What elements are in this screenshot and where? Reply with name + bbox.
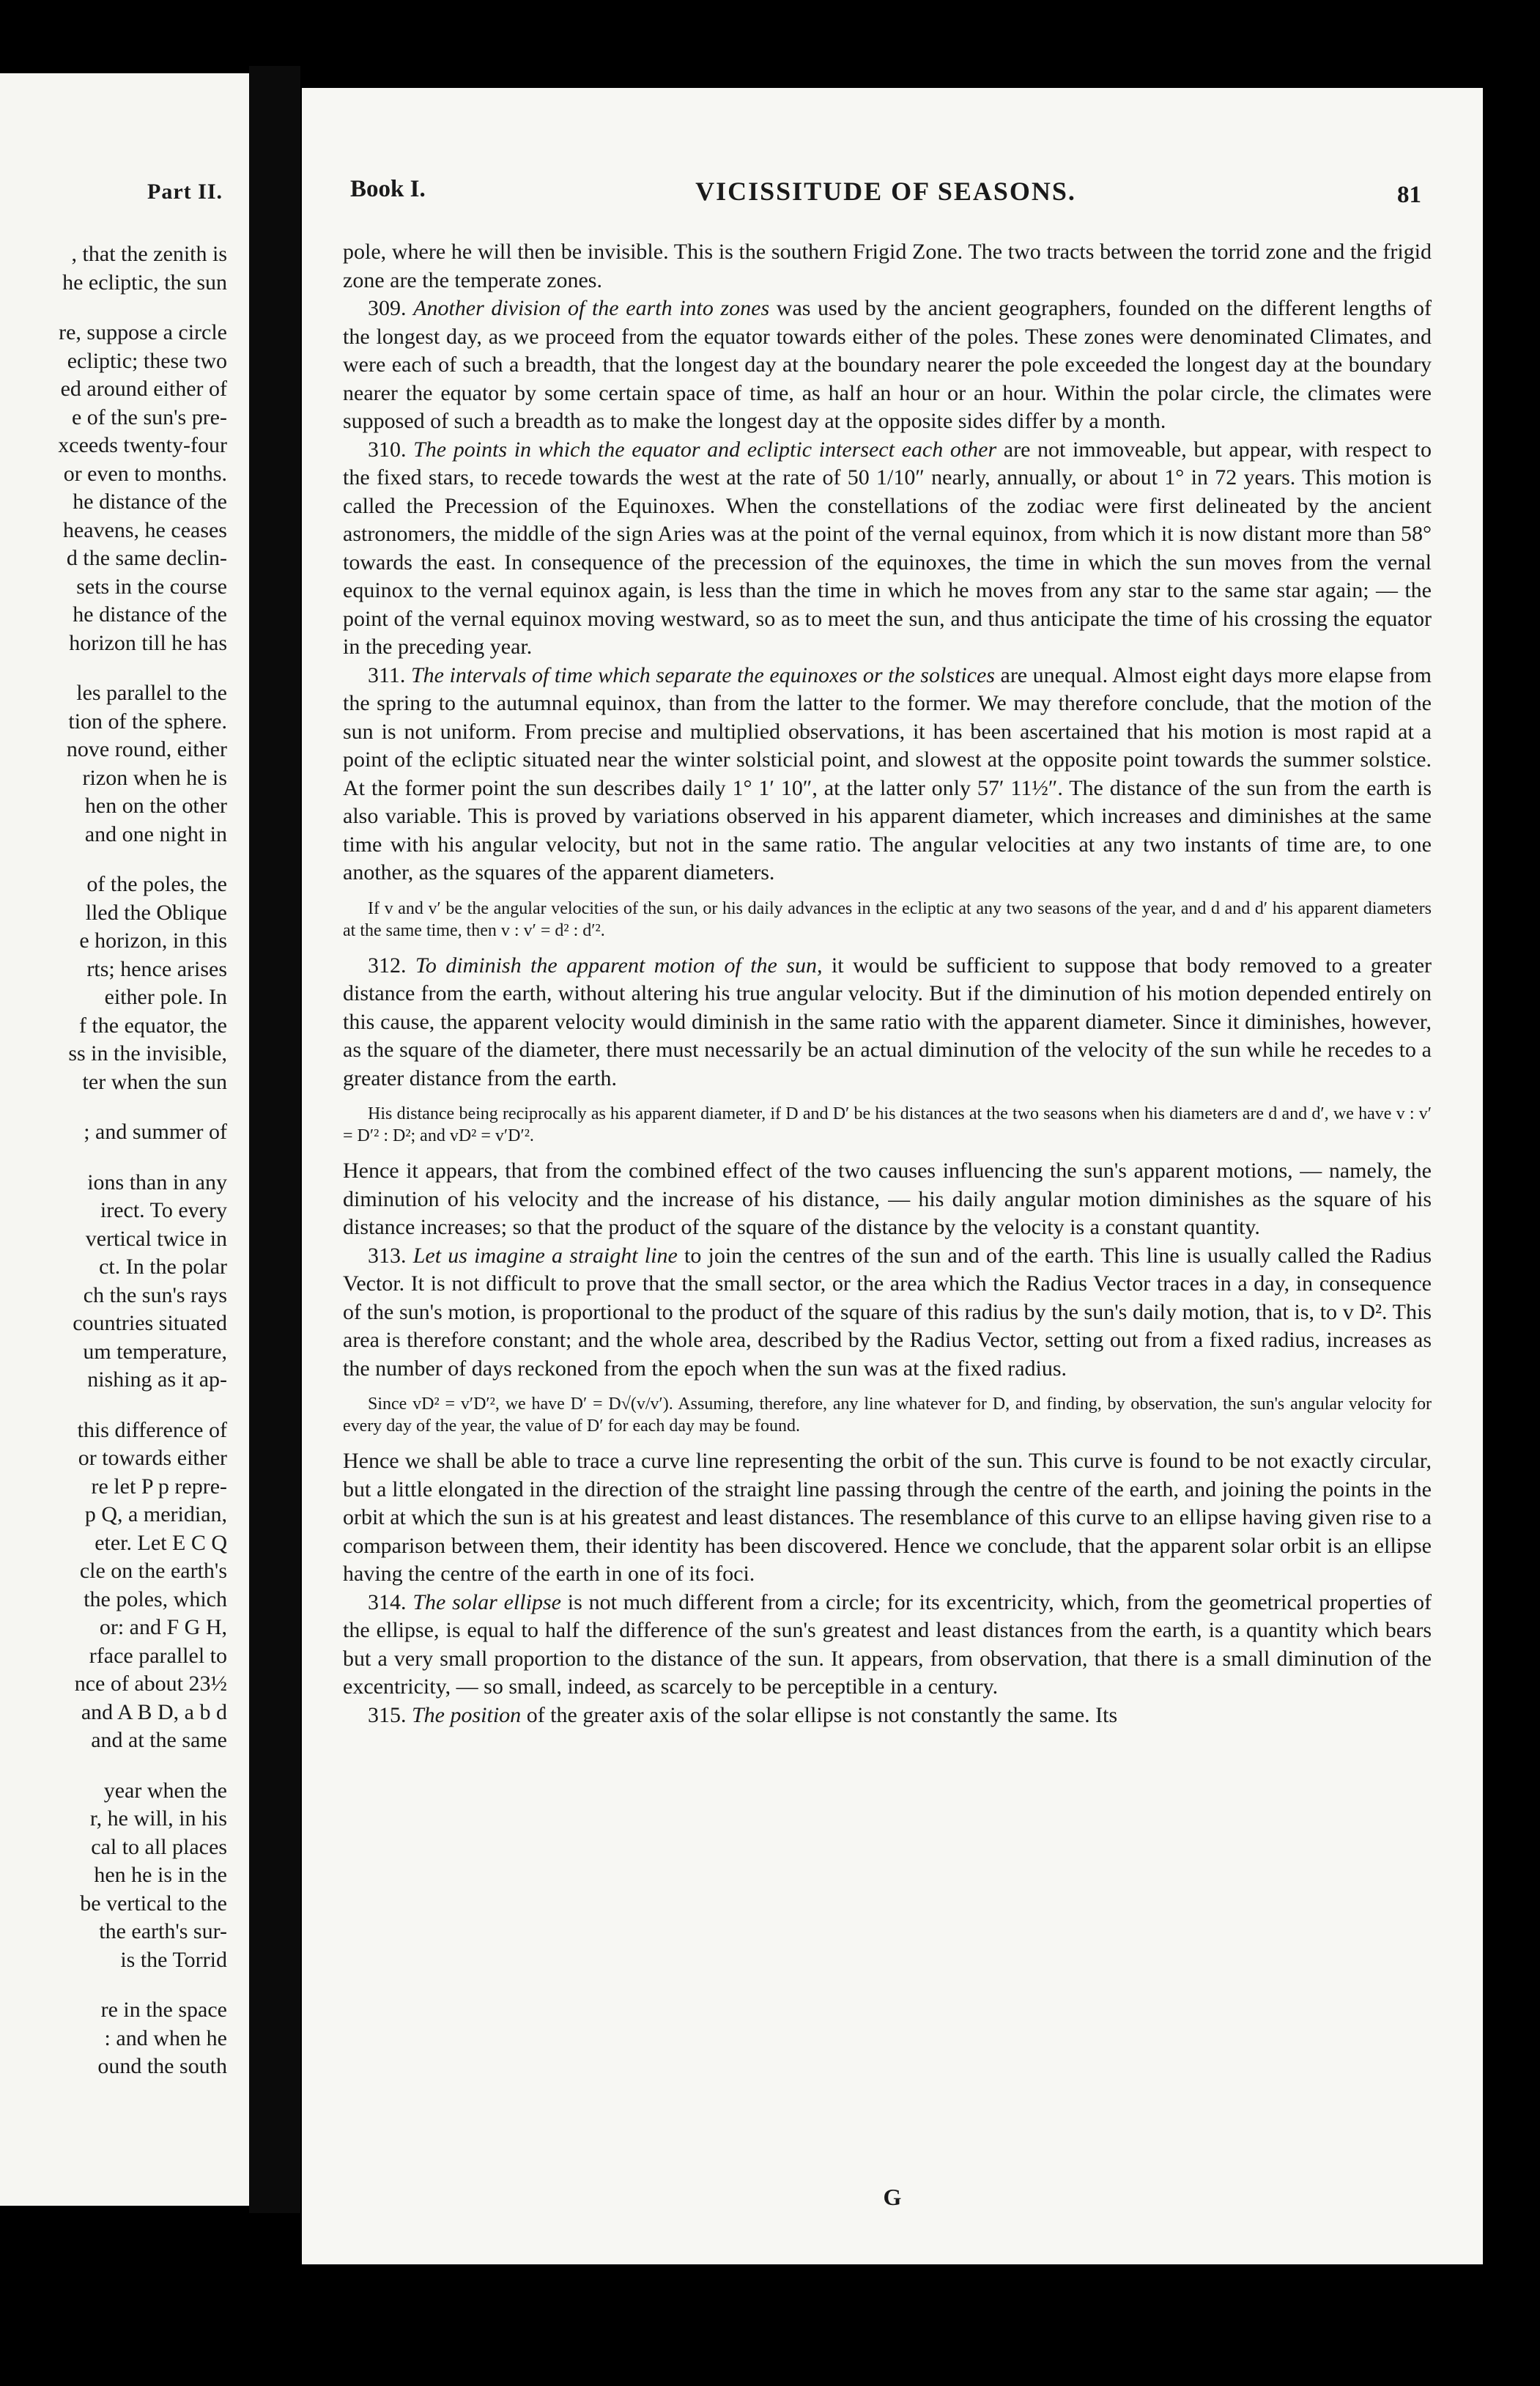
note-311: If v and v′ be the angular velocities of the sun, or his daily advances in the ecliptic at any two seasons of the year, and d and d′ his apparent diameters at the same time, then v : v′ = d² : d′². [343, 898, 1432, 940]
left-text-line: e of the sun's pre- [71, 405, 227, 429]
section-text: to join the centres of the sun and of the earth. This line is usually called the Radius Vector. It is not difficult to prove that the small sector, or the area which the Radius Vector traces in a day, in consequence of the sun's motion, is proportional to the product of the square of this radius by the sun's daily motion, that is, to v D². This area is therefore constant; and the whole area, described by the Radius Vector, setting out from a fixed radius, increases as the number of days reckoned from the epoch when the sun was at the fixed radius. [343, 1243, 1432, 1381]
left-text-line: and A B D, a b d [81, 1699, 227, 1724]
left-text-line: countries situated [73, 1311, 227, 1335]
left-text-line: les parallel to the [76, 681, 227, 705]
left-page [0, 73, 249, 2206]
left-text-line: be vertical to the [80, 1891, 227, 1916]
left-text-line: ions than in any [87, 1170, 227, 1194]
left-text-line: rts; hence arises [86, 956, 227, 981]
section-number: 314. [368, 1589, 407, 1614]
book-spine [249, 66, 300, 2213]
paragraph-312 [343, 952, 1432, 1093]
section-lead: Another division of the earth into zones [413, 296, 770, 320]
section-lead: The position [412, 1702, 522, 1727]
left-text-line: hen he is in the [94, 1863, 227, 1887]
section-number: 310. [368, 437, 407, 462]
section-number: 313. [368, 1243, 407, 1268]
left-text-line: ecliptic; these two [67, 348, 227, 373]
left-text-line: the poles, which [84, 1587, 227, 1611]
left-text-line: irect. To every [100, 1198, 227, 1222]
left-text-line: re, suppose a circle [59, 320, 227, 344]
left-text-line: xceeds twenty-four [58, 433, 227, 457]
left-text-line [15, 297, 227, 319]
left-text-line: ter when the sun [82, 1069, 227, 1094]
paragraph-309 [343, 295, 1432, 436]
section-number: 311. [368, 662, 406, 687]
left-text-line: or: and F G H, [99, 1615, 227, 1639]
running-head [350, 176, 1421, 213]
left-text-line: eter. Let E C Q [95, 1530, 227, 1555]
left-text-line: sets in the course [76, 574, 227, 599]
section-lead: The points in which the equator and ecliptic intersect each other [413, 437, 997, 462]
left-text-line: r, he will, in his [89, 1806, 227, 1831]
left-text-line [15, 1395, 227, 1417]
left-text-line: cle on the earth's [79, 1559, 227, 1583]
left-text-line: ed around either of [60, 377, 227, 401]
section-lead: Let us imagine a straight line [412, 1243, 678, 1268]
left-text-line: rface parallel to [89, 1643, 227, 1668]
left-text-line: vertical twice in [85, 1226, 227, 1251]
left-text-line [15, 1096, 227, 1118]
section-text: was used by the ancient geographers, founded on the different lengths of the longest day, as we proceed from the equator towards either of the poles. These zones were denominated Climates, and were each of such a breadth, that the longest day at the boundary nearer the pole exceeded the longest day at the boundary nearer the equator by some certain space of time, as half an hour or an hour. Within the polar circle, the climates were supposed of such a breadth as to make the longest day at the opposite sides differ by a month. [343, 296, 1432, 433]
right-page [302, 88, 1483, 2264]
section-text: is not much different from a circle; for its excentricity, which, from the geometrical properties of the ellipse, is equal to half the difference of the sun's greatest and least distances from the earth, is a quantity which bears but a very small proportion to the distance of the sun. It appears, from observation, that there is a small diminution of the excentricity, — so small, indeed, as scarcely to be perceptible in a century. [343, 1589, 1432, 1699]
left-text-line: e horizon, in this [79, 928, 227, 953]
left-text-line: hen on the other [84, 794, 227, 818]
note-313: Since vD² = v′D′², we have D′ = D√(v/v′). Assuming, therefore, any line whatever for D, and finding, by observation, the sun's angular velocity for every day of the year, the value of D′ for each day may be found. [343, 1395, 1432, 1436]
section-lead: The intervals of time which separate the equinoxes or the solstices [410, 662, 995, 687]
left-text-line: or even to months. [63, 461, 227, 486]
left-page-text [15, 240, 249, 2081]
body-text [343, 238, 1432, 1729]
left-text-line: or towards either [78, 1446, 227, 1470]
left-text-line: f the equator, the [78, 1013, 227, 1038]
section-number: 309. [368, 296, 407, 320]
page-title: VICISSITUDE OF SEASONS. [695, 177, 1076, 206]
left-text-line [15, 849, 227, 871]
left-text-line: ch the sun's rays [83, 1282, 227, 1307]
left-page-header: Part II. [147, 180, 223, 204]
left-text-line: and at the same [91, 1728, 227, 1752]
section-text: are unequal. Almost eight days more elapse from the spring to the autumnal equinox, than from the latter to the former. We may therefore conclude, that the motion of the sun is not uniform. From precise and multiplied observations, it has been ascertained that his motion is most rapid at a point of the ecliptic situated near the winter solsticial point, and slowest at the opposite point towards the summer solstice. At the former point the sun describes daily 1° 1′ 10″, at the latter only 57′ 11½″. The distance of the sun from the earth is also variable. This is proved by variations observed in his apparent diameter, which increases and diminishes at the same time with his angular velocity, but not in the same ratio. The angular velocities at any two instants of time are, to one another, as the squares of the apparent diameters. [343, 662, 1432, 884]
paragraph-intro: pole, where he will then be invisible. This is the southern Frigid Zone. The two tracts between the torrid zone and the frigid zone are the temperate zones. [343, 240, 1432, 292]
note-312: His distance being reciprocally as his apparent diameter, if D and D′ be his distances at the two seasons when his diameters are d and d′, we have v : v′ = D′² : D²; and vD² = v′D′². [343, 1104, 1432, 1145]
left-text-line: cal to all places [91, 1834, 227, 1859]
left-text-line: nove round, either [66, 737, 227, 761]
left-text-line: : and when he [104, 2025, 227, 2050]
left-text-line: ss in the invisible, [68, 1041, 227, 1065]
paragraph-310 [343, 436, 1432, 662]
left-text-line: um temperature, [83, 1339, 227, 1364]
left-text-line: re in the space [100, 1998, 227, 2022]
left-text-line [15, 1755, 227, 1777]
left-text-line: and one night in [84, 821, 227, 846]
left-text-line: is the Torrid [120, 1947, 227, 1972]
left-text-line: this difference of [77, 1417, 227, 1442]
left-text-line: ound the south [97, 2054, 227, 2078]
left-text-line: year when the [103, 1778, 227, 1803]
section-text: it would be sufficient to suppose that body removed to a greater distance from the earth, without altering his true angular velocity. But if the diminution of his motion depended entirely on this cause, the apparent velocity would diminish in the same ratio with the apparent diameter. Since it diminishes, however, as the square of the diameter, there must necessarily be an actual diminution of the velocity of the sun while he recedes to a greater distance from the earth. [343, 953, 1432, 1090]
left-text-line: ct. In the polar [99, 1255, 227, 1279]
left-text-line: , that the zenith is [71, 242, 227, 266]
left-text-line: the earth's sur- [99, 1919, 227, 1943]
paragraph-311 [343, 662, 1432, 887]
left-text-line: lled the Oblique [85, 900, 227, 925]
section-number: 315. [368, 1702, 407, 1727]
section-number: 312. [368, 953, 407, 978]
left-text-line: re let P p repre- [91, 1474, 227, 1499]
paragraph-312-continued: Hence it appears, that from the combined effect of the two causes influencing the sun's apparent motions, — namely, the diminution of his velocity and the increase of his distance, — his daily angular motion diminishes as the square of his distance increases; so that the product of the square of the distance by the velocity is a constant quantity. [343, 1159, 1432, 1239]
left-text-line: nishing as it ap- [87, 1367, 227, 1392]
left-text-line: tion of the sphere. [68, 709, 227, 734]
left-text-line: of the poles, the [86, 872, 227, 896]
paragraph-313-continued: Hence we shall be able to trace a curve line representing the orbit of the sun. This curve is found to be not exactly circular, but a little elongated in the direction of the straight line passing through the centre of the earth, and joining the points in the orbit at which the sun is at his greatest and least distances. The resemblance of this curve to an ellipse having given rise to a comparison between them, their identity has been discovered. Hence we conclude, that the apparent solar orbit is an ellipse having the centre of the earth in one of its foci. [343, 1449, 1432, 1586]
section-lead: The solar ellipse [412, 1589, 561, 1614]
paragraph-314 [343, 1589, 1432, 1702]
left-text-line: heavens, he ceases [62, 517, 227, 542]
left-text-line: either pole. In [104, 985, 227, 1009]
signature-mark: G [883, 2184, 902, 2210]
section-text: are not immoveable, but appear, with respect to the fixed stars, to recede towards the west at the rate of 50 1/10″ nearly, annually, or about 1° in 72 years. This motion is called the Precession of the Equinoxes. When the constellations of the zodiac were first delineated by the ancient astronomers, the middle of the sign Aries was at the point of the vernal equinox, from which it is now distant more than 58° towards the east. In consequence of the precession of the equinoxes, the time in which the sun moves from the vernal equinox to the vernal equinox again, is less than the time in which he moves from any star to the same star again; — the point of the vernal equinox moving westward, so as to meet the sun, and thus anticipate the time of his crossing the equator in the preceding year. [343, 437, 1432, 659]
section-lead: To diminish the apparent motion of the sun, [415, 953, 823, 978]
left-text-line: he ecliptic, the sun [62, 270, 227, 295]
left-text-line: horizon till he has [69, 630, 227, 655]
paragraph-313 [343, 1242, 1432, 1384]
left-text-line: nce of about 23½ [74, 1672, 227, 1696]
section-text: of the greater axis of the solar ellipse is not constantly the same. Its [521, 1702, 1118, 1727]
left-text-line [15, 1147, 227, 1169]
left-text-line: rizon when he is [82, 765, 227, 790]
left-text-line: he distance of the [73, 490, 227, 514]
left-text-line: he distance of the [73, 602, 227, 627]
book-label: Book I. [350, 176, 426, 202]
left-text-line: ; and summer of [84, 1120, 227, 1144]
paragraph-315 [343, 1702, 1432, 1730]
left-text-line [15, 657, 227, 679]
left-text-line: p Q, a meridian, [84, 1502, 227, 1526]
left-text-line: d the same declin- [66, 546, 227, 570]
left-text-line [15, 1974, 227, 1996]
page-number: 81 [1397, 182, 1421, 208]
